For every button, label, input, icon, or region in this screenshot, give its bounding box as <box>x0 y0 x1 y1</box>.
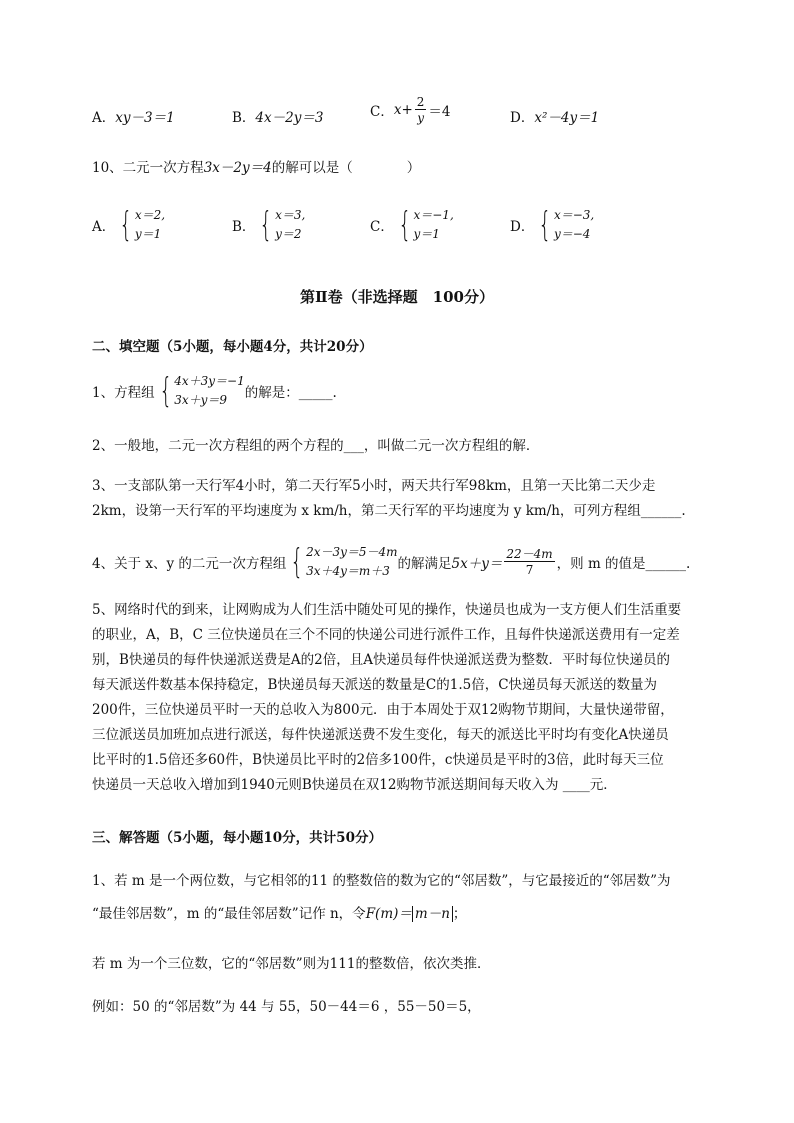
q10-option-c <box>370 206 454 244</box>
system-row: y＝1 <box>134 227 162 241</box>
system-row: y＝1 <box>413 227 440 241</box>
system-row: y＝−4 <box>553 227 591 241</box>
q10-option-d <box>510 206 594 244</box>
fill-question-2: 2、一般地，二元一次方程组的两个方程的___，叫做二元一次方程组的解． <box>92 438 540 454</box>
option-label: D． <box>510 219 535 235</box>
equation-system <box>286 543 397 581</box>
solve-question-1-line2 <box>92 902 466 922</box>
question-text: 4、关于 x、y 的二元一次方程组 <box>92 556 287 572</box>
fraction-denominator: y <box>417 111 424 125</box>
system-row: 3x＋y＝9 <box>174 393 228 407</box>
brace-icon: { <box>398 205 412 245</box>
option-expression: xy－3＝1 <box>115 110 175 126</box>
question-text: ，则 m 的值是______. <box>556 556 691 572</box>
q10-stem <box>92 156 420 176</box>
question-line: 3、一支部队第一天行军4小时，第二天行军5小时，两天共行军98km，且第一天比第二天少走 <box>92 478 656 494</box>
system-row: 2x－3y＝5－4m <box>306 545 398 559</box>
equation-system <box>155 372 245 410</box>
option-label: A． <box>92 219 116 235</box>
system-row: 3x＋4y＝m＋3 <box>306 564 390 578</box>
equation-system <box>534 206 594 244</box>
question-line: 比平时的1.5倍还多60件，B快递员比平时的2倍多100件，c快递员是平时的3倍，此时每天三位 <box>92 752 664 768</box>
system-row: x＝−1, <box>413 208 454 222</box>
question-text: 的解满足 <box>397 556 452 572</box>
fraction <box>504 548 554 576</box>
brace-icon: { <box>158 371 172 411</box>
fraction-denominator: 7 <box>525 563 534 577</box>
question-text: ； <box>452 906 467 922</box>
question-text: 1、方程组 <box>92 385 155 401</box>
brace-icon: { <box>290 542 304 582</box>
system-row: x＝3, <box>275 208 306 222</box>
solve-question-1-line3: 若 m 为一个三位数，它的“邻居数”则为111的整数倍，依次类推． <box>92 956 491 972</box>
fraction-numerator: 2 <box>416 95 425 109</box>
option-label: C． <box>370 219 394 235</box>
system-row: x＝2, <box>134 208 166 222</box>
fill-question-5 <box>92 598 681 798</box>
question-line: 200件，三位快递员平时一天的总收入为800元．由于本周处于双12购物节期间，大量快递带留， <box>92 702 674 718</box>
part-title: 第Ⅱ卷（非选择题 100分） <box>300 288 494 306</box>
question-line: 快递员一天总收入增加到1940元则B快递员在双12购物节派送期间每天收入为 ____元． <box>92 777 617 793</box>
option-label: A． <box>92 110 116 126</box>
question-text: “最佳邻居数”，m 的“最佳邻居数”记作 n，令 <box>92 906 366 922</box>
equation: 3x－2y＝4 <box>203 160 272 176</box>
fill-question-1 <box>92 372 337 410</box>
option-label: C． <box>370 104 394 120</box>
option-expression: 4x－2y＝3 <box>255 110 324 126</box>
section-heading: 三、解答题（5小题，每小题10分，共计50分） <box>92 830 382 846</box>
solve-question-1-line1: 1、若 m 是一个两位数，与它相邻的11 的整数倍的数为它的“邻居数”，与它最接近的“邻居数”为 <box>92 873 671 889</box>
brace-icon: { <box>259 205 273 245</box>
question-line: 别，B快递员的每件快递派送费是A的2倍，且A快递员每件快递派送费为整数．平时每位快递员的 <box>92 652 671 668</box>
fraction <box>415 96 427 124</box>
question-line: 三位派送员加班加点进行派送，每件快递派送费不发生变化，每天的派送比平时均有变化A快递员 <box>92 727 669 743</box>
question-line: 5、网络时代的到来，让网购成为人们生活中随处可见的操作，快递员也成为一支方便人们生活重要 <box>92 602 682 618</box>
option-expression: x+ <box>393 102 413 118</box>
brace-icon: { <box>119 205 133 245</box>
system-row: y＝2 <box>275 227 302 241</box>
option-label: B． <box>232 110 256 126</box>
system-row: 4x＋3y＝−1 <box>174 374 245 388</box>
fraction-numerator: 22－4m <box>506 547 553 561</box>
question-text: 的解可以是（ ） <box>271 160 421 176</box>
fill-question-3 <box>92 474 686 524</box>
q9-option-c <box>370 96 451 124</box>
question-line: 的职业，A，B，C 三位快递员在三个不同的快递公司进行派件工作，且每件快递派送费用有一定差 <box>92 627 680 643</box>
q9-option-d <box>510 106 599 126</box>
equation-system <box>394 206 454 244</box>
option-expression: x²－4y＝1 <box>534 110 600 126</box>
question-text: 的解是：_____. <box>244 385 337 401</box>
fill-question-4 <box>92 543 690 581</box>
equation-system <box>115 206 165 244</box>
question-line: 2km，设第一天行军的平均速度为 x km/h，第二天行军的平均速度为 y km/h，可列方程组______. <box>92 503 686 519</box>
question-text: 10、二元一次方程 <box>92 160 204 176</box>
option-label: B． <box>232 219 256 235</box>
q10-option-b <box>232 206 305 244</box>
equation: F(m)＝ <box>365 906 412 922</box>
q9-option-a <box>92 106 175 126</box>
equation-system <box>255 206 305 244</box>
q9-option-b <box>232 106 323 126</box>
solve-question-1-line4: 例如：50 的“邻居数”为 44 与 55，50－44＝6 ，55－50＝5， <box>92 999 481 1015</box>
option-label: D． <box>510 110 535 126</box>
option-expression: ＝4 <box>428 104 451 120</box>
equation: 5x＋y＝ <box>451 556 503 572</box>
section-heading: 二、填空题（5小题，每小题4分，共计20分） <box>92 339 373 355</box>
brace-icon: { <box>538 205 552 245</box>
q10-option-a <box>92 206 165 244</box>
question-line: 每天派送件数基本保持稳定，B快递员每天派送的数量是C的1.5倍，C快递员每天派送的数量为 <box>92 677 658 693</box>
absolute-value: m－n <box>412 906 453 922</box>
system-row: x＝−3, <box>553 208 595 222</box>
